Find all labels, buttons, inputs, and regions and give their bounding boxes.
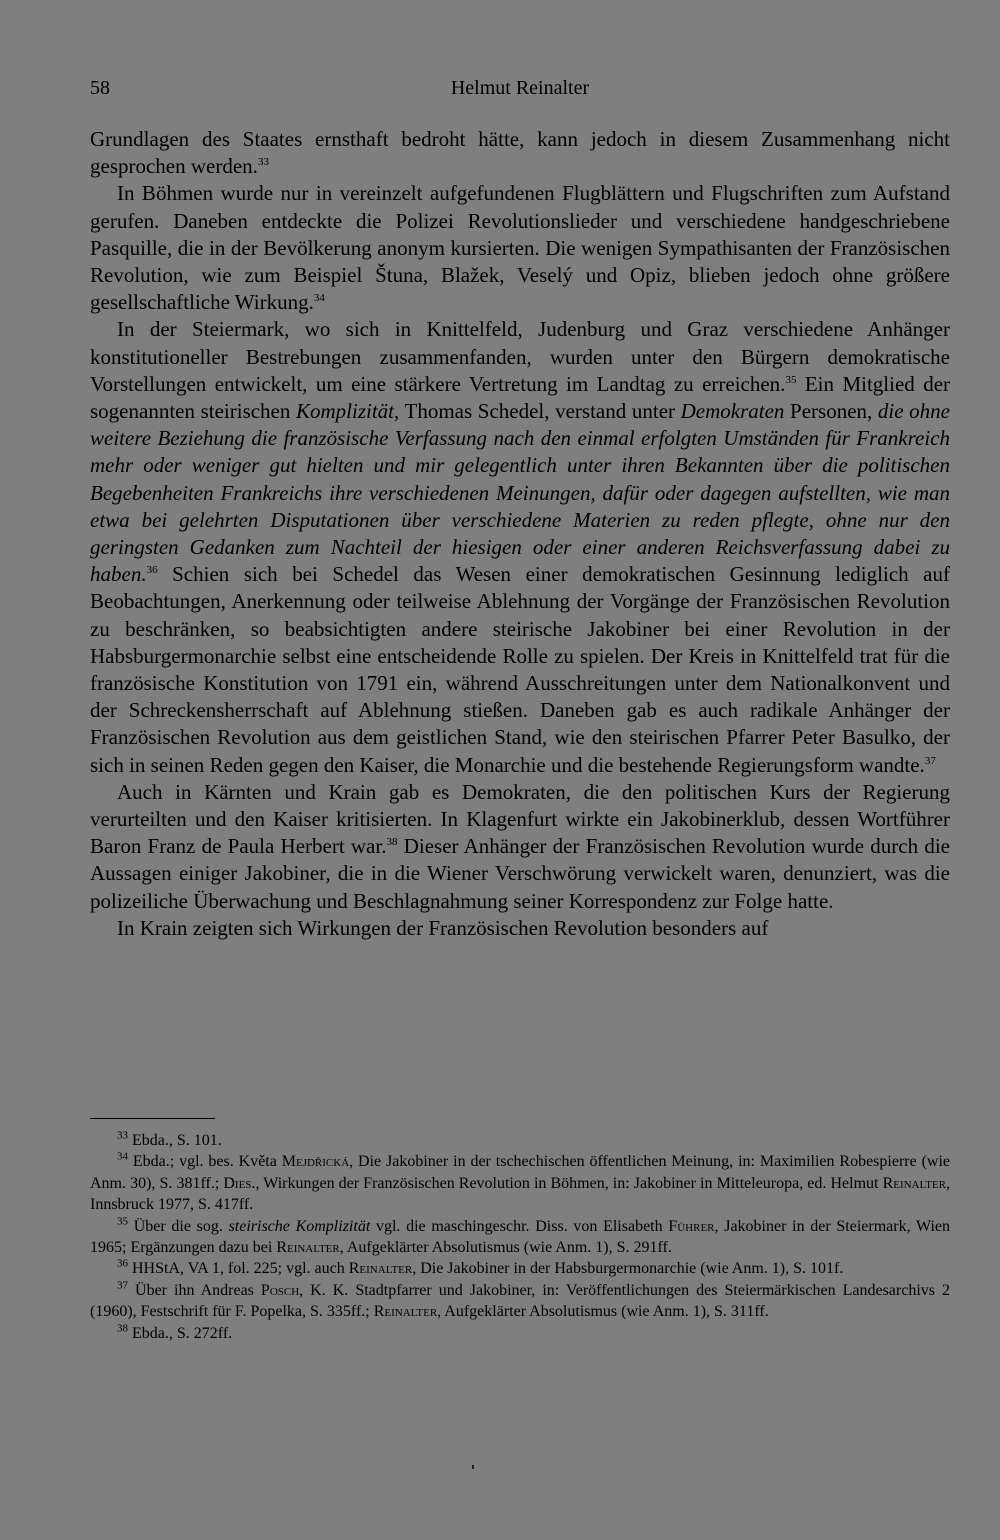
stray-mark [472,1465,474,1469]
footnote-ref-37: 37 [924,754,936,767]
paragraph-2: In Böhmen wurde nur in vereinzelt aufgefundenen Flugblättern und Flugschriften zum Aufstand gerufen. Daneben entdeckte die Polizei Revolutionslieder und verschiedene handgeschriebene Pasquille, die in der Bevölkerung anonym kursierten. Die wenigen Sympathisanten der Französischen Revolution, wie zum Beispiel Štuna, Blažek, Veselý und Opiz, blieben jedoch ohne größere gesellschaftliche Wirkung.$^{34}$ [90,181,950,315]
footnote-34: $^{34}$ Ebda.; vgl. bes. Květa Mejdřická, Die Jakobiner in der tschechischen öffentlichen Meinung, in: Maximilien Robespierre (wie Anm. 30), S. 381ff.; Dies., Wirkungen der Französischen Revolution in Böhmen, in: Jakobiner in Mitteleuropa, ed. Helmut Reinalter, Innsbruck 1977, S. 417ff. [90,1151,951,1214]
footnote-38: $^{38}$ Ebda., S. 272ff. [117,1322,233,1342]
footnote-ref-35: 35 [785,373,797,386]
footnote-36: $^{36}$ HHStA, VA 1, fol. 225; vgl. auch Reinalter, Die Jakobiner in der Habsburgermonarchie (wie Anm. 1), S. 101f. [117,1258,844,1278]
footnote-ref-33: 33 [257,156,269,169]
footnote-35: $^{35}$ Über die sog. steirische Komplizität vgl. die maschingeschr. Diss. von Elisabeth Führer, Jakobiner in der Steiermark, Wien 1965; Ergänzungen dazu bei Reinalter, Aufgeklärter Absolutismus (wie Anm. 1), S. 291ff. [90,1215,951,1257]
paragraph-5: In Krain zeigten sich Wirkungen der Französischen Revolution besonders auf [117,915,769,940]
page-number: 58 [90,77,110,99]
footnotes [90,1130,950,1344]
term-komplizitaet: Komplizität [296,399,395,424]
running-head: Helmut Reinalter [450,77,590,99]
footnote-rule [90,1118,215,1119]
footnote-ref-38: 38 [386,836,398,849]
term-demokraten: Demokraten [680,399,785,424]
footnote-ref-34: 34 [313,292,325,305]
paragraph-4: Auch in Kärnten und Krain gab es Demokraten, die den politischen Kurs der Regierung verurteilten und den Kaiser kritisierten. In Klagenfurt wirkte ein Jakobinerklub, dessen Wortführer Baron Franz de Paula Herbert war.$^{38}$ Dieser Anhänger der Französischen Revolution wurde durch die Aussagen einiger Jakobiner, die in die Wiener Verschwörung verwickelt waren, denunziert, was die polizeiliche Überwachung und Beschlagnahmung seiner Korrespondenz zur Folge hatte. [90,779,950,913]
body-text [90,126,950,942]
footnote-33: $^{33}$ Ebda., S. 101. [117,1129,222,1149]
quotation-schedel: die ohne weitere Beziehung die französische Verfassung nach den einmal erfolgten Umständen für Frankreich mehr oder weniger gut hielten und mir gelegentlich unter ihren Bekannten über die politischen Begebenheiten Frankreichs ihre verschiedenen Meinungen, dafür oder dagegen aufstellten, wie man etwa bei gelehrten Disputationen über verschiedene Materien zu reden pflegte, ohne nur den geringsten Gedanken zum Nachteil der hiesigen oder einer anderen Reichsverfassung dabei zu haben. [90,399,950,587]
paragraph-1: Grundlagen des Staates ernsthaft bedroht hätte, kann jedoch in diesem Zusammenhang nicht gesprochen werden.$^{33}$ [90,127,950,179]
paragraph-3: In der Steiermark, wo sich in Knittelfeld, Judenburg und Graz verschiedene Anhänger konstitutioneller Bestrebungen zusammenfanden, wurden unter den Bürgern demokratische Vorstellungen entwickelt, um eine stärkere Vertretung im Landtag zu erreichen.$^{35}$ Ein Mitglied der sogenannten steirischen Komplizität, Thomas Schedel, verstand unter Demokraten Personen, die ohne weitere Beziehung die französische Verfassung nach den einmal erfolgten Umständen für Frankreich mehr oder weniger gut hielten und mir gelegentlich unter ihren Bekannten über die politischen Begebenheiten Frankreichs ihre verschiedenen Meinungen, dafür oder dagegen aufstellten, wie man etwa bei gelehrten Disputationen über verschiedene Materien zu reden pflegte, ohne nur den geringsten Gedanken zum Nachteil der hiesigen oder einer anderen Reichsverfassung dabei zu haben.$^{36}$ Schien sich bei Schedel das Wesen einer demokratischen Gesinnung lediglich auf Beobachtungen, Anerkennung oder teilweise Ablehnung der Vorgänge der Französischen Revolution zu beschränken, so beabsichtigten andere steirische Jakobiner bei einer Revolution in der Habsburgermonarchie selbst eine entscheidende Rolle zu spielen. Der Kreis in Knittelfeld trat für die französische Konstitution von 1791 ein, während Ausschreitungen unter dem Nationalkonvent und der Schreckensherrschaft auf Ablehnung stießen. Daneben gab es auch radikale Anhänger der Französischen Revolution aus dem geistlichen Stand, wie den steirischen Pfarrer Peter Basulko, der sich in seinen Reden gegen den Kaiser, die Monarchie und die bestehende Regierungsform wandte.$^{37}$ [90,317,951,777]
footnote-ref-36: 36 [146,564,158,577]
footnote-37: $^{37}$ Über ihn Andreas Posch, K. K. Stadtpfarrer und Jakobiner, in: Veröffentlichungen des Steiermärkischen Landesarchivs 2 (1960), Festschrift für F. Popelka, S. 335ff.; Reinalter, Aufgeklärter Absolutismus (wie Anm. 1), S. 311ff. [90,1279,951,1321]
